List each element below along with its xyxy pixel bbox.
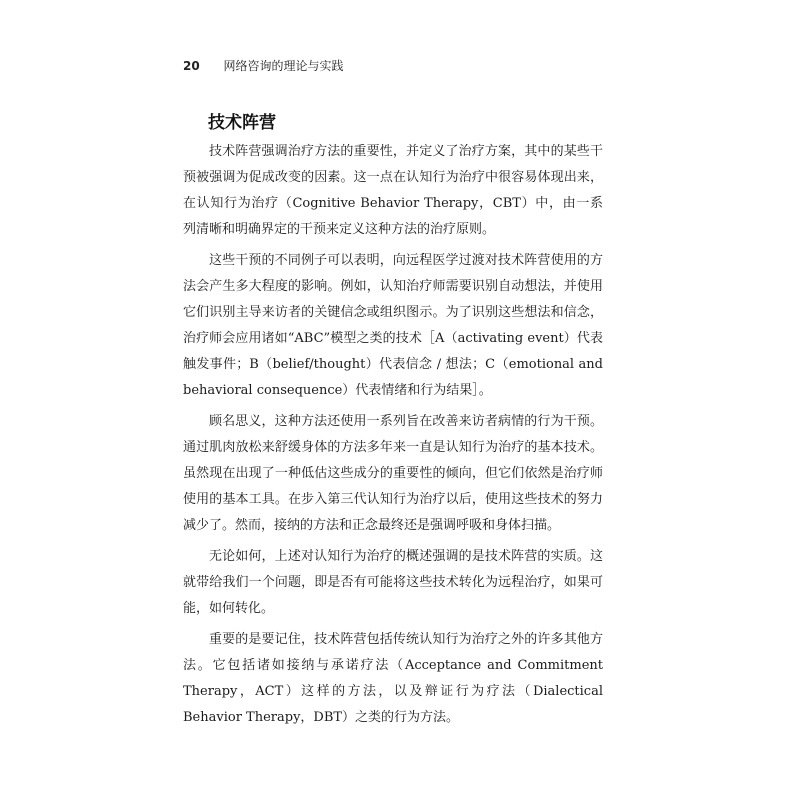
paragraph: 无论如何，上述对认知行为治疗的概述强调的是技术阵营的实质。这就带给我们一个问题，即是否有可能将这些技术转化为远程治疗，如果可能，如何转化。	[183, 549, 603, 616]
page-number: 20	[183, 59, 200, 73]
paragraph: 这些干预的不同例子可以表明，向远程医学过渡对技术阵营使用的方法会产生多大程度的影响。例如，认知治疗师需要识别自动想法，并使用它们识别主导来访者的关键信念或组织图示。为了识别这些想法和信念，治疗师会应用诸如“ABC”模型之类的技术［A（activating event）代表触发事件；B（belief/thought）代表信念 / 想法；C（emotional and behavioral consequence）代表情绪和行为结果］。	[183, 253, 603, 398]
running-head	[183, 57, 344, 74]
body-text	[183, 139, 603, 736]
paragraph: 重要的是要记住，技术阵营包括传统认知行为治疗之外的许多其他方法。它包括诸如接纳与承诺疗法（Acceptance and Commitment Therapy，ACT）这样的方法，以及辩证行为疗法（Dialectical Behavior Therapy，DBT）之类的行为方法。	[183, 632, 603, 725]
book-title: 网络咨询的理论与实践	[223, 59, 344, 73]
paragraph: 技术阵营强调治疗方法的重要性，并定义了治疗方案，其中的某些干预被强调为促成改变的因素。这一点在认知行为治疗中很容易体现出来，在认知行为治疗（Cognitive Behavior Therapy，CBT）中，由一系列清晰和明确界定的干预来定义这种方法的治疗原则。	[183, 144, 603, 237]
section-title: 技术阵营	[208, 113, 276, 133]
paragraph: 顾名思义，这种方法还使用一系列旨在改善来访者病情的行为干预。通过肌肉放松来舒缓身体的方法多年来一直是认知行为治疗的基本技术。虽然现在出现了一种低估这些成分的重要性的倾向，但它们依然是治疗师使用的基本工具。在步入第三代认知行为治疗以后，使用这些技术的努力减少了。然而，接纳的方法和正念最终还是强调呼吸和身体扫描。	[183, 414, 603, 533]
